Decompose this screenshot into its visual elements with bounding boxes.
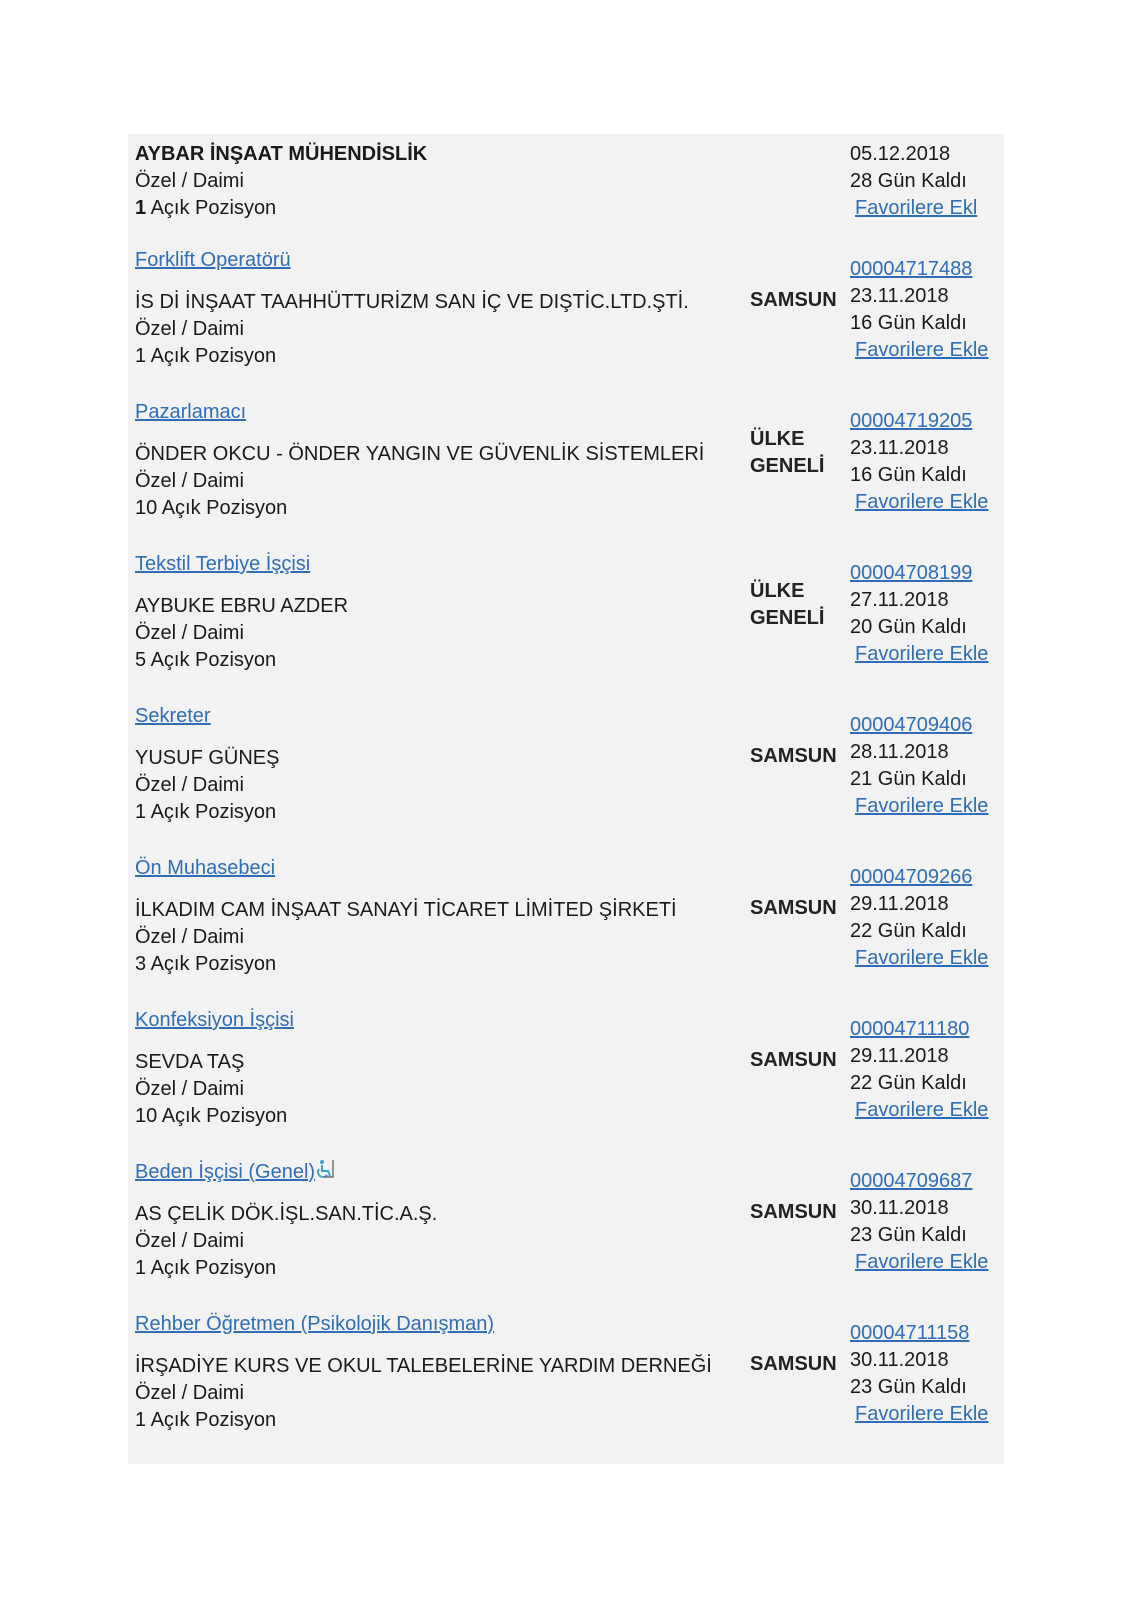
days-left: 16 Gün Kaldı: [850, 312, 967, 334]
employment-type: Özel / Daimi: [135, 470, 244, 492]
add-to-favorites-link[interactable]: Favorilere Ekle: [855, 339, 989, 361]
employment-type: Özel / Daimi: [135, 1230, 244, 1252]
company-name: SEVDA TAŞ: [135, 1051, 245, 1073]
job-title-link[interactable]: Rehber Öğretmen (Psikolojik Danışman): [135, 1313, 495, 1335]
company-name: YUSUF GÜNEŞ: [135, 747, 280, 769]
listing-number-link[interactable]: 00004709266: [850, 866, 973, 888]
days-left: 28 Gün Kaldı: [850, 170, 967, 192]
company-name: ÖNDER OKCU - ÖNDER YANGIN VE GÜVENLİK SİSTEMLERİ: [135, 443, 705, 465]
wheelchair-icon: [314, 1158, 336, 1180]
location-label: SAMSUN: [750, 1353, 837, 1375]
open-positions: 10 Açık Pozisyon: [135, 1105, 288, 1127]
posting-date: 28.11.2018: [850, 741, 949, 763]
posting-date: 30.11.2018: [850, 1197, 949, 1219]
listing-number-link[interactable]: 00004717488: [850, 258, 973, 280]
days-left: 23 Gün Kaldı: [850, 1376, 967, 1398]
open-positions: 1 Açık Pozisyon: [135, 1409, 277, 1431]
listing-number-link[interactable]: 00004708199: [850, 562, 973, 584]
company-name: İS Dİ İNŞAAT TAAHHÜTTURİZM SAN İÇ VE DIŞTİC.LTD.ŞTİ.: [135, 291, 689, 313]
location-label: SAMSUN: [750, 1049, 837, 1071]
employment-type: Özel / Daimi: [135, 926, 244, 948]
company-name: AS ÇELİK DÖK.İŞL.SAN.TİC.A.Ş.: [135, 1203, 438, 1225]
employment-type: Özel / Daimi: [135, 170, 244, 192]
employment-type: Özel / Daimi: [135, 622, 244, 644]
job-title-link[interactable]: Beden İşçisi (Genel): [135, 1161, 316, 1183]
add-to-favorites-link[interactable]: Favorilere Ekle: [855, 1403, 989, 1425]
location-label: ÜLKE: [750, 428, 805, 450]
location-label: SAMSUN: [750, 897, 837, 919]
add-to-favorites-link[interactable]: Favorilere Ekle: [855, 1251, 989, 1273]
open-positions-count: 1: [135, 197, 147, 219]
add-to-favorites-link[interactable]: Favorilere Ekle: [855, 1099, 989, 1121]
listing-number-link[interactable]: 00004711158: [850, 1322, 970, 1344]
employment-type: Özel / Daimi: [135, 1382, 244, 1404]
location-label-line2: GENELİ: [750, 607, 825, 629]
posting-date: 30.11.2018: [850, 1349, 949, 1371]
open-positions: 10 Açık Pozisyon: [135, 497, 288, 519]
posting-date: 29.11.2018: [850, 893, 949, 915]
open-positions: [135, 195, 276, 221]
days-left: 20 Gün Kaldı: [850, 616, 967, 638]
open-positions-label: Açık Pozisyon: [146, 197, 277, 219]
posting-date: 23.11.2018: [850, 285, 949, 307]
open-positions: 1 Açık Pozisyon: [135, 1257, 277, 1279]
posting-date: 27.11.2018: [850, 589, 949, 611]
posting-date: 23.11.2018: [850, 437, 949, 459]
location-label: SAMSUN: [750, 745, 837, 767]
days-left: 16 Gün Kaldı: [850, 464, 967, 486]
add-to-favorites-link[interactable]: Favorilere Ekle: [855, 947, 989, 969]
location-label: SAMSUN: [750, 289, 837, 311]
days-left: 22 Gün Kaldı: [850, 920, 967, 942]
add-to-favorites-link[interactable]: Favorilere Ekle: [855, 795, 989, 817]
job-title-link[interactable]: Pazarlamacı: [135, 401, 247, 423]
listing-number-link[interactable]: 00004709687: [850, 1170, 973, 1192]
company-name: İRŞADİYE KURS VE OKUL TALEBELERİNE YARDIM DERNEĞİ: [135, 1355, 712, 1377]
days-left: 23 Gün Kaldı: [850, 1224, 967, 1246]
open-positions: 3 Açık Pozisyon: [135, 953, 277, 975]
add-to-favorites-link[interactable]: Favorilere Ekle: [855, 643, 989, 665]
location-label: SAMSUN: [750, 1201, 837, 1223]
company-name: AYBAR İNŞAAT MÜHENDİSLİK: [135, 143, 428, 165]
job-title-link[interactable]: Ön Muhasebeci: [135, 857, 276, 879]
location-label-line2: GENELİ: [750, 455, 825, 477]
open-positions: 1 Açık Pozisyon: [135, 345, 277, 367]
days-left: 21 Gün Kaldı: [850, 768, 967, 790]
location-label: ÜLKE: [750, 580, 805, 602]
job-title-link[interactable]: Konfeksiyon İşçisi: [135, 1009, 294, 1031]
company-name: AYBUKE EBRU AZDER: [135, 595, 349, 617]
job-title-link[interactable]: Sekreter: [135, 705, 211, 727]
add-to-favorites-link[interactable]: Favorilere Ekl: [855, 197, 978, 219]
company-name: İLKADIM CAM İNŞAAT SANAYİ TİCARET LİMİTED ŞİRKETİ: [135, 899, 677, 921]
posting-date: 05.12.2018: [850, 143, 951, 165]
employment-type: Özel / Daimi: [135, 774, 244, 796]
employment-type: Özel / Daimi: [135, 318, 244, 340]
listing-number-link[interactable]: 00004719205: [850, 410, 973, 432]
job-title-link[interactable]: Tekstil Terbiye İşçisi: [135, 553, 311, 575]
posting-date: 29.11.2018: [850, 1045, 949, 1067]
open-positions: 5 Açık Pozisyon: [135, 649, 277, 671]
job-title-link[interactable]: Forklift Operatörü: [135, 249, 291, 271]
listing-number-link[interactable]: 00004711180: [850, 1018, 970, 1040]
open-positions: 1 Açık Pozisyon: [135, 801, 277, 823]
employment-type: Özel / Daimi: [135, 1078, 244, 1100]
days-left: 22 Gün Kaldı: [850, 1072, 967, 1094]
add-to-favorites-link[interactable]: Favorilere Ekle: [855, 491, 989, 513]
listing-number-link[interactable]: 00004709406: [850, 714, 973, 736]
